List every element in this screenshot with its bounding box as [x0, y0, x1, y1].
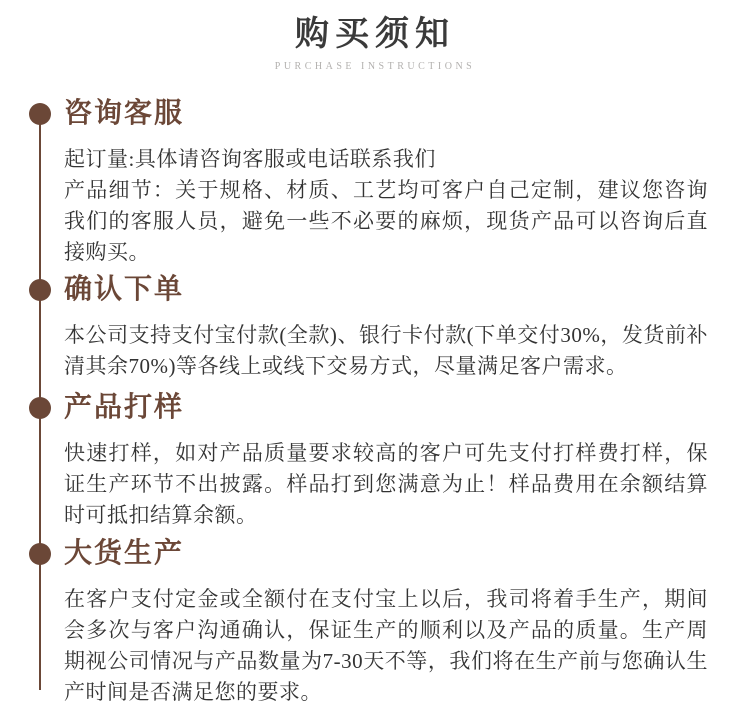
section-paragraph: 起订量:具体请咨询客服或电话联系我们 — [64, 147, 436, 171]
section-bulk-production — [0, 537, 750, 708]
section-paragraph: 在客户支付定金或全额付在支付宝上以后，我司将着手生产，期间会多次与客户沟通确认，保证生产的顺利以及产品的质量。生产周期视公司情况与产品数量为7-30天不等，我们将在生产前与您确认生产时间是否满足您的要求。 — [64, 587, 708, 704]
section-product-sample — [0, 391, 750, 531]
section-heading: 产品打样 — [64, 392, 185, 423]
section-paragraph: 产品细节：关于规格、材质、工艺均可客户自己定制，建议您咨询我们的客服人员，避免一些不必要的麻烦，现货产品可以咨询后直接购买。 — [64, 178, 708, 264]
page-title: 购买须知 — [295, 16, 455, 53]
section-body — [64, 438, 708, 531]
section-bullet-icon — [29, 397, 51, 419]
section-paragraph: 快速打样，如对产品质量要求较高的客户可先支付打样费打样，保证生产环节不出披露。样品打到您满意为止！样品费用在余额结算时可抵扣结算余额。 — [64, 441, 708, 527]
section-body — [64, 144, 708, 268]
section-heading: 确认下单 — [64, 274, 185, 305]
section-heading: 大货生产 — [64, 538, 185, 569]
section-bullet-icon — [29, 543, 51, 565]
section-body — [64, 584, 708, 708]
section-consult-service — [0, 97, 750, 268]
section-confirm-order — [0, 273, 750, 382]
section-bullet-icon — [29, 103, 51, 125]
section-paragraph: 本公司支持支付宝付款(全款)、银行卡付款(下单交付30%，发货前补清其余70%)等各线上或线下交易方式，尽量满足客户需求。 — [64, 323, 708, 378]
section-bullet-icon — [29, 279, 51, 301]
section-body — [64, 320, 708, 382]
section-heading: 咨询客服 — [64, 98, 185, 129]
page-subtitle: PURCHASE INSTRUCTIONS — [274, 61, 476, 72]
page-header — [0, 0, 750, 72]
